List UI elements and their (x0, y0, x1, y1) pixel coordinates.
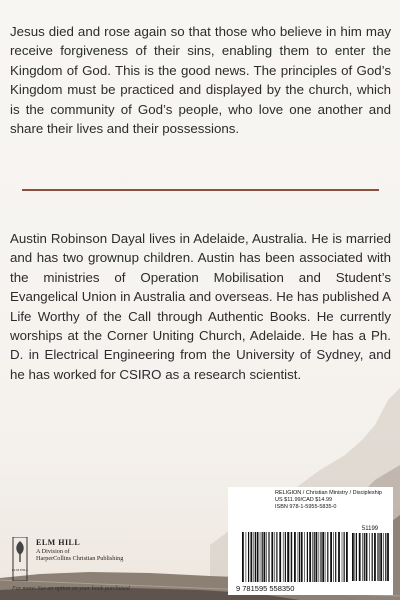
barcode-block (228, 487, 393, 595)
isbn-digits: 9 781595 558350 (236, 584, 295, 593)
section-divider (22, 189, 379, 191)
publisher-note: For more. See an option on your book purchased (12, 586, 130, 592)
main-barcode-bars (242, 532, 348, 582)
logo-text: ELM HILL (12, 568, 28, 572)
book-summary: Jesus died and rose again so that those who believe in him may receive forgiveness of their sins, enabling them to enter the Kingdom of God. This is the good news. The principles of God’s Kingdom must be practiced and displayed by the church, which is the community of God’s people, who love one another and share their lives and their possessions. (10, 24, 391, 137)
division-line-2: HarperCollins Christian Publishing (36, 555, 124, 562)
elm-hill-logo-icon (12, 537, 28, 581)
category-text: RELIGION / Christian Ministry / Discipleship (275, 490, 382, 496)
author-bio: Austin Robinson Dayal lives in Adelaide, Australia. He is married and has two grownup children. Austin has been associated with the ministries of Operation Mobilisation and Student’s Evangelical Union in Australia and overseas. He has published A Life Worthy of the Call through Authentic Books. He currently worships at the Corner Uniting Church, Adelaide. He has a Ph. D. in Electrical Engineering from the University of Sydney, and he has worked for CSIRO as a research scientist. (10, 231, 391, 382)
division-line-1: A Division of (36, 548, 70, 555)
isbn-text: ISBN 978-1-5955-5835-0 (275, 504, 337, 510)
publisher-block (12, 537, 202, 595)
price-barcode-bars (352, 533, 389, 581)
publisher-name: ELM HILL (36, 538, 81, 547)
isbn-barcode (228, 487, 393, 595)
price-code: 51199 (361, 526, 379, 532)
price-text: US $11.99/CAD $14.99 (275, 497, 333, 503)
publisher-division (36, 548, 123, 562)
